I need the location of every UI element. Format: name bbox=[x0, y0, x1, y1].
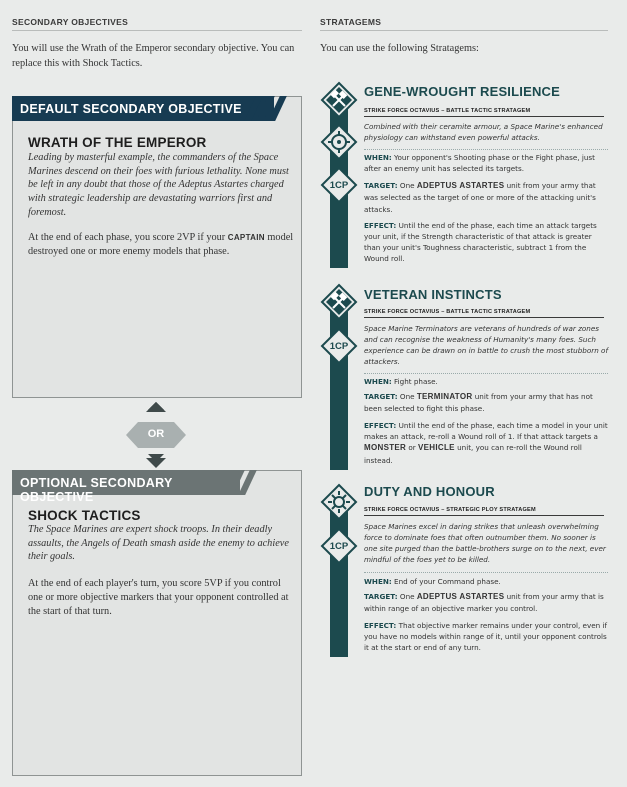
optional-objective-flavour: The Space Marines are expert shock troops. In their deadly assaults, the Angels of Death smash aside the enemy to achieve their goals. bbox=[28, 524, 289, 563]
stratagem-when: WHEN: End of your Command phase. bbox=[364, 577, 501, 586]
up-arrow-icon bbox=[146, 402, 166, 412]
secondary-objectives-heading: SECONDARY OBJECTIVES bbox=[12, 17, 302, 31]
stratagem-target: TARGET: One ADEPTUS ASTARTES unit from your army that was selected as the target of one or more of the attacking unit's attacks. bbox=[364, 181, 596, 214]
stratagem-target: TARGET: One TERMINATOR unit from your army that has not been selected to fight this phase. bbox=[364, 392, 593, 414]
stratagem-flavour: Combined with their ceramite armour, a Space Marine's enhanced physiology can withstand even powerful attacks. bbox=[364, 122, 603, 143]
cost-badge bbox=[321, 167, 357, 203]
stratagem-type: STRIKE FORCE OCTAVIUS – BATTLE TACTIC STRATAGEM bbox=[364, 108, 604, 117]
optional-objective-banner bbox=[12, 470, 240, 504]
stratagem-target: TARGET: One ADEPTUS ASTARTES unit from your army that is within range of an objective marker you control. bbox=[364, 592, 604, 614]
stratagem-flavour: Space Marine Terminators are veterans of hundreds of war zones and can recognise the weakness of Humanity's many foes. Such experience can be drawn on in battle to crush the most stubborn of attackers. bbox=[364, 324, 608, 367]
secondary-intro: You will use the Wrath of the Emperor secondary objective. You can replace this with Shock Tactics. bbox=[12, 43, 295, 69]
stratagem-when: WHEN: Your opponent's Shooting phase or the Fight phase, just after an enemy unit has selected its targets. bbox=[364, 153, 595, 174]
or-label: OR bbox=[147, 428, 165, 440]
sunburst-icon bbox=[321, 484, 357, 520]
default-objective-rule: At the end of each phase, you score 2VP if your CAPTAIN model destroyed one or more enemy models that phase. bbox=[28, 232, 294, 258]
default-objective-banner bbox=[12, 96, 274, 121]
optional-objective-rule: At the end of each player's turn, you score 5VP if you control one or more objective markers that your opponent controlled at the start of that turn. bbox=[28, 578, 289, 618]
stratagem-type: STRIKE FORCE OCTAVIUS – STRATEGIC PLOY STRATAGEM bbox=[364, 507, 604, 516]
stratagem-type: STRIKE FORCE OCTAVIUS – BATTLE TACTIC STRATAGEM bbox=[364, 309, 604, 318]
divider bbox=[364, 572, 608, 573]
stratagem-name: DUTY AND HONOUR bbox=[364, 484, 495, 499]
stratagem-bar bbox=[330, 500, 348, 657]
cost-label: 1CP bbox=[329, 179, 349, 191]
optional-banner-label: OPTIONAL SECONDARY OBJECTIVE bbox=[20, 476, 173, 504]
hammers-icon bbox=[321, 82, 357, 118]
stratagem-name: GENE-WROUGHT RESILIENCE bbox=[364, 84, 560, 99]
crosshair-icon bbox=[321, 124, 357, 160]
optional-objective-title: SHOCK TACTICS bbox=[28, 508, 141, 523]
stratagem-flavour: Space Marines excel in daring strikes that unleash overwhelming force to dominate foes that often outnumber them. No sooner is one site purged than the battle-brothers surge on to the next, ever mindful of the foes yet to be killed. bbox=[364, 522, 606, 565]
stratagems-intro: You can use the following Stratagems: bbox=[320, 43, 479, 54]
stratagem-when: WHEN: Fight phase. bbox=[364, 377, 438, 386]
stratagem-effect: EFFECT: Until the end of the phase, each time an attack targets your unit, if the Strength characteristic of that attack is greater than your unit's Toughness characteristic, subtract 1 from the Wound roll. bbox=[364, 221, 597, 264]
stratagem-bar bbox=[330, 300, 348, 470]
hammers-icon bbox=[321, 284, 357, 320]
cost-label: 1CP bbox=[329, 540, 349, 552]
default-objective-flavour: Leading by masterful example, the commanders of the Space Marines descend on their foes with furious lethality. None must be left in any doubt that those of the Adeptus Astartes charged with strategic leadership are devastating warriors first and foremost. bbox=[28, 152, 289, 218]
cost-label: 1CP bbox=[329, 340, 349, 352]
stratagem-effect: EFFECT: That objective marker remains under your control, even if you have no models within range of it, until your opponent controls it at the start or end of any turn. bbox=[364, 621, 608, 653]
divider bbox=[364, 149, 608, 150]
divider bbox=[364, 373, 608, 374]
cost-badge bbox=[321, 528, 357, 564]
stratagems-heading: STRATAGEMS bbox=[320, 17, 608, 31]
cost-badge bbox=[321, 328, 357, 364]
down-arrow-icon bbox=[146, 458, 166, 468]
stratagem-effect: EFFECT: Until the end of the phase, each time a model in your unit makes an attack, re-roll a Wound roll of 1. If that attack targets a MONSTER or VEHICLE unit, you can re-roll the Wound roll instead. bbox=[364, 421, 608, 465]
default-banner-label: DEFAULT SECONDARY OBJECTIVE bbox=[20, 102, 242, 116]
stratagem-name: VETERAN INSTINCTS bbox=[364, 287, 502, 302]
default-objective-title: WRATH OF THE EMPEROR bbox=[28, 135, 207, 150]
